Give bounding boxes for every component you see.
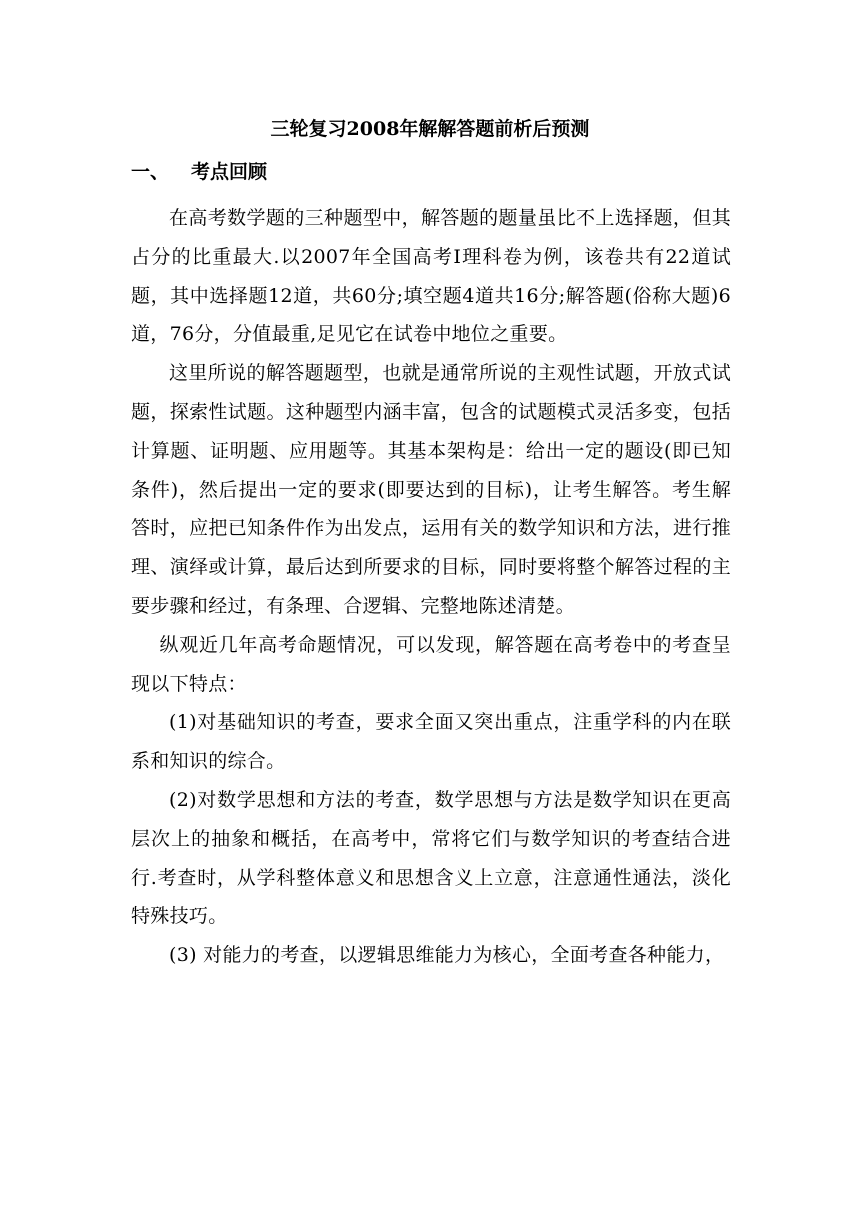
paragraph: (2)对数学思想和方法的考查，数学思想与方法是数学知识在更高层次上的抽象和概括，在高考中，常将它们与数学知识的考查结合进行.考查时，从学科整体意义和思想含义上立意，注意通性通法，淡化特殊技巧。: [131, 788, 731, 928]
body-text: [131, 199, 731, 975]
section-title: 考点回顾: [191, 161, 268, 183]
document-title: 三轮复习2008年解解答题前析后预测: [270, 118, 590, 140]
paragraph: 这里所说的解答题题型，也就是通常所说的主观性试题，开放式试题，探索性试题。这种题型内涵丰富，包含的试题模式灵活多变，包括计算题、证明题、应用题等。其基本架构是：给出一定的题设(即已知条件)，然后提出一定的要求(即要达到的目标)，让考生解答。考生解答时，应把已知条件作为出发点，运用有关的数学知识和方法，进行推理、演绎或计算，最后达到所要求的目标，同时要将整个解答过程的主要步骤和经过，有条理、合逻辑、完整地陈述清楚。: [131, 362, 731, 617]
paragraph: (3) 对能力的考查，以逻辑思维能力为核心，全面考查各种能力，: [169, 944, 725, 967]
section-heading: [131, 157, 267, 187]
paragraph: 纵观近几年高考命题情况，可以发现，解答题在高考卷中的考查呈现以下特点：: [131, 633, 731, 695]
paragraph: (1)对基础知识的考查，要求全面又突出重点，注重学科的内在联系和知识的综合。: [131, 711, 731, 773]
section-number: 一、: [131, 161, 170, 183]
paragraph: 在高考数学题的三种题型中，解答题的题量虽比不上选择题，但其占分的比重最大.以2007年全国高考I理科卷为例，该卷共有22道试题，其中选择题12道，共60分;填空题4道共16分;解答题(俗称大题)6道，76分，分值最重,足见它在试卷中地位之重要。: [131, 207, 731, 346]
